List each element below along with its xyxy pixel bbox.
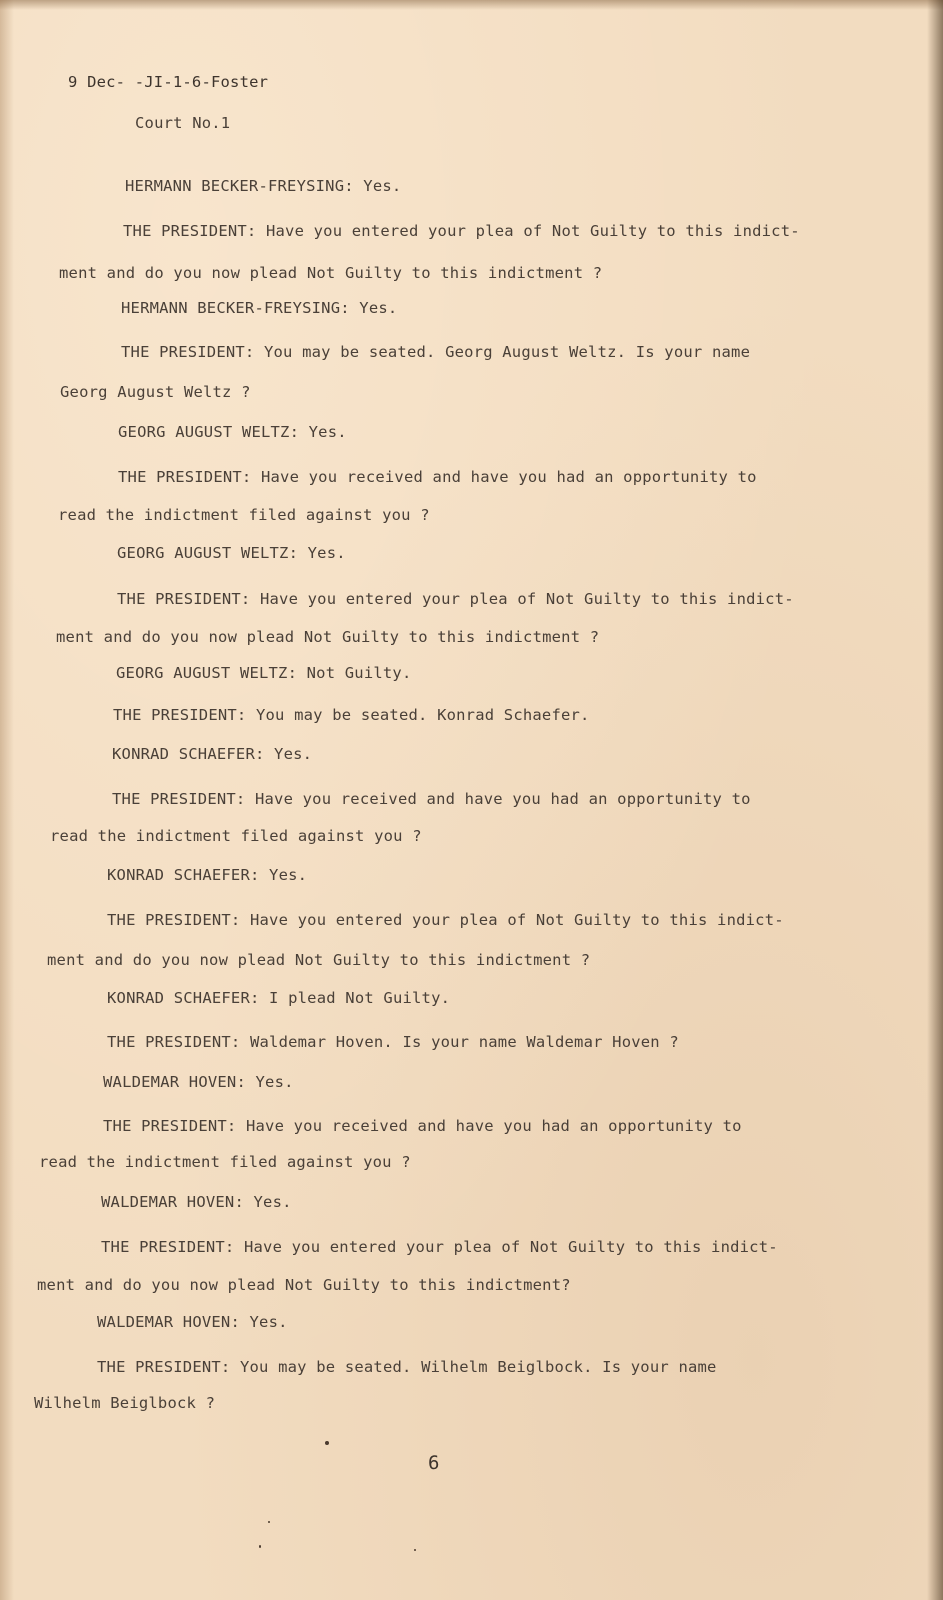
paper-top-edge xyxy=(0,0,943,10)
transcript-line: read the indictment filed against you ? xyxy=(50,827,422,845)
transcript-line: ment and do you now plead Not Guilty to this indictment ? xyxy=(59,264,603,282)
ink-speck xyxy=(259,1545,261,1548)
transcript-line: HERMANN BECKER-FREYSING: Yes. xyxy=(121,299,398,317)
transcript-line: KONRAD SCHAEFER: I plead Not Guilty. xyxy=(107,989,451,1007)
transcript-line: THE PRESIDENT: Have you entered your plea of Not Guilty to this indict- xyxy=(123,222,800,240)
transcript-line: THE PRESIDENT: Have you received and have you had an opportunity to xyxy=(118,468,757,486)
document-header-line: 9 Dec- -JI-1-6-Foster xyxy=(68,73,269,91)
transcript-line: GEORG AUGUST WELTZ: Yes. xyxy=(118,423,347,441)
transcript-line: WALDEMAR HOVEN: Yes. xyxy=(101,1193,292,1211)
transcript-line: read the indictment filed against you ? xyxy=(39,1153,411,1171)
paper-right-edge xyxy=(927,0,943,1600)
transcript-line: THE PRESIDENT: Waldemar Hoven. Is your name Waldemar Hoven ? xyxy=(107,1033,679,1051)
transcript-line: ment and do you now plead Not Guilty to this indictment ? xyxy=(56,628,600,646)
transcript-line: THE PRESIDENT: Have you entered your plea of Not Guilty to this indict- xyxy=(101,1238,778,1256)
transcript-line: THE PRESIDENT: Have you received and have you had an opportunity to xyxy=(112,790,751,808)
transcript-line: THE PRESIDENT: You may be seated. Georg August Weltz. Is your name xyxy=(121,343,751,361)
transcript-line: ment and do you now plead Not Guilty to this indictment ? xyxy=(47,951,591,969)
page-number: 6 xyxy=(428,1452,440,1474)
transcript-line: WALDEMAR HOVEN: Yes. xyxy=(97,1313,288,1331)
transcript-line: KONRAD SCHAEFER: Yes. xyxy=(112,745,313,763)
transcript-line: THE PRESIDENT: Have you received and have you had an opportunity to xyxy=(103,1117,742,1135)
transcript-line: WALDEMAR HOVEN: Yes. xyxy=(103,1073,294,1091)
ink-speck xyxy=(325,1441,329,1445)
paper-left-edge xyxy=(0,0,14,1600)
transcript-line: HERMANN BECKER-FREYSING: Yes. xyxy=(125,177,402,195)
transcript-line: THE PRESIDENT: You may be seated. Konrad Schaefer. xyxy=(113,706,590,724)
court-label: Court No.1 xyxy=(135,114,231,132)
transcript-line: KONRAD SCHAEFER: Yes. xyxy=(107,866,308,884)
transcript-line: Wilhelm Beiglbock ? xyxy=(34,1394,216,1412)
ink-speck xyxy=(268,1521,270,1523)
transcript-line: Georg August Weltz ? xyxy=(60,383,251,401)
transcript-line: read the indictment filed against you ? xyxy=(58,506,430,524)
transcript-line: GEORG AUGUST WELTZ: Yes. xyxy=(117,544,346,562)
transcript-line: GEORG AUGUST WELTZ: Not Guilty. xyxy=(116,664,412,682)
transcript-line: THE PRESIDENT: Have you entered your plea of Not Guilty to this indict- xyxy=(117,590,794,608)
transcript-line: THE PRESIDENT: Have you entered your plea of Not Guilty to this indict- xyxy=(107,911,784,929)
transcript-line: THE PRESIDENT: You may be seated. Wilhelm Beiglbock. Is your name xyxy=(97,1358,717,1376)
ink-speck xyxy=(414,1549,416,1551)
transcript-line: ment and do you now plead Not Guilty to this indictment? xyxy=(37,1276,571,1294)
